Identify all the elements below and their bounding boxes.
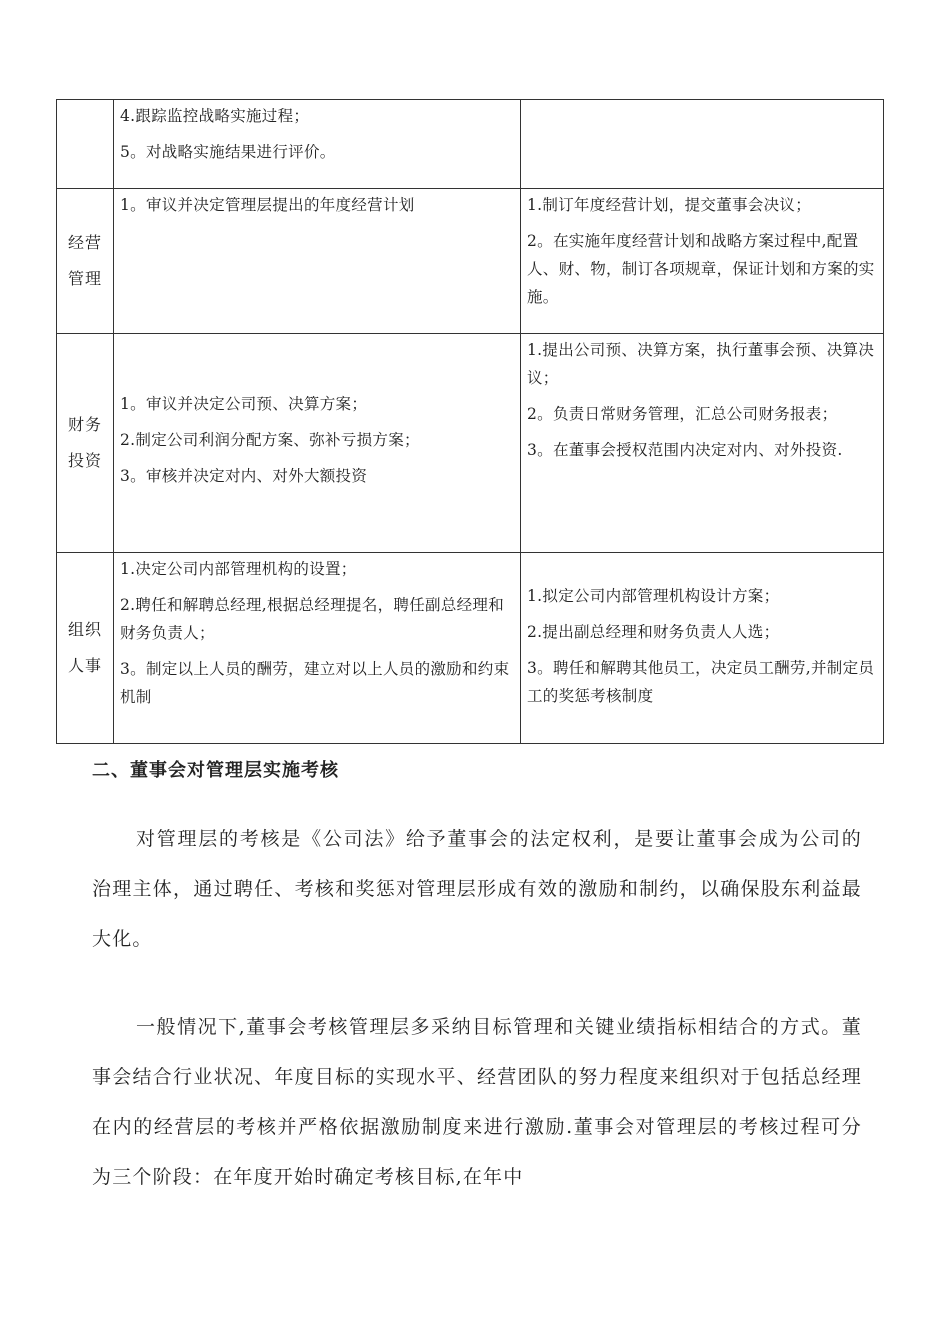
list-item: 2.聘任和解聘总经理,根据总经理提名，聘任副总经理和财务负责人； (120, 596, 505, 642)
body-paragraph: 对管理层的考核是《公司法》给予董事会的法定权利，是要让董事会成为公司的治理主体，通过聘任、考核和奖惩对管理层形成有效的激励和制约，以确保股东利益最大化。 (92, 828, 862, 950)
category-label-line: 投资 (67, 451, 102, 470)
list-item: 2。在实施年度经营计划和战略方案过程中,配置人、财、物，制订各项规章，保证计划和方案的实施。 (527, 232, 875, 306)
category-label-line: 经营 (67, 233, 102, 252)
list-item: 2.制定公司利润分配方案、弥补亏损方案； (120, 431, 420, 449)
list-item: 1。审议并决定公司预、决算方案； (120, 395, 368, 413)
list-item: 1.拟定公司内部管理机构设计方案； (527, 587, 780, 605)
management-duties-cell (521, 189, 884, 334)
board-duties-cell (114, 189, 521, 334)
management-duties-cell (521, 334, 884, 553)
list-item: 4.跟踪监控战略实施过程； (120, 107, 310, 125)
list-item: 1.制订年度经营计划，提交董事会决议； (527, 196, 811, 214)
list-item: 1.提出公司预、决算方案，执行董事会预、决算决议； (527, 341, 875, 387)
category-label-line: 财务 (67, 415, 102, 434)
list-item: 3。在董事会授权范围内决定对内、对外投资. (527, 441, 843, 459)
list-item: 5。对战略实施结果进行评价。 (120, 143, 336, 161)
table-row (57, 100, 884, 189)
board-duties-cell (114, 334, 521, 553)
list-item: 2.提出副总经理和财务负责人人选； (527, 623, 780, 641)
list-item: 2。负责日常财务管理，汇总公司财务报表； (527, 405, 838, 423)
category-label-line: 组织 (67, 620, 102, 639)
management-duties-cell (521, 553, 884, 744)
list-item: 3。聘任和解聘其他员工，决定员工酬劳,并制定员工的奖惩考核制度 (527, 659, 875, 705)
board-duties-cell (114, 100, 521, 189)
responsibility-table (56, 99, 884, 744)
list-item: 3。制定以上人员的酬劳，建立对以上人员的激励和约束机制 (120, 660, 510, 706)
board-duties-cell (114, 553, 521, 744)
table-row (57, 334, 884, 553)
management-duties-cell (521, 100, 884, 189)
category-cell (57, 553, 114, 744)
list-item: 1.决定公司内部管理机构的设置； (120, 560, 357, 578)
category-cell (57, 189, 114, 334)
section-heading: 二、董事会对管理层实施考核 (92, 760, 339, 781)
category-cell (57, 334, 114, 553)
category-label-line: 人事 (67, 656, 102, 675)
category-cell (57, 100, 114, 189)
table-row (57, 553, 884, 744)
category-label-line: 管理 (67, 269, 102, 288)
body-paragraph: 一般情况下,董事会考核管理层多采纳目标管理和关键业绩指标相结合的方式。董事会结合行业状况、年度目标的实现水平、经营团队的努力程度来组织对于包括总经理在内的经营层的考核并严格依据激励制度来进行激励.董事会对管理层的考核过程可分为三个阶段：在年度开始时确定考核目标,在年中 (92, 1016, 862, 1188)
list-item: 3。审核并决定对内、对外大额投资 (120, 467, 368, 485)
table-row (57, 189, 884, 334)
list-item: 1。审议并决定管理层提出的年度经营计划 (120, 196, 415, 214)
